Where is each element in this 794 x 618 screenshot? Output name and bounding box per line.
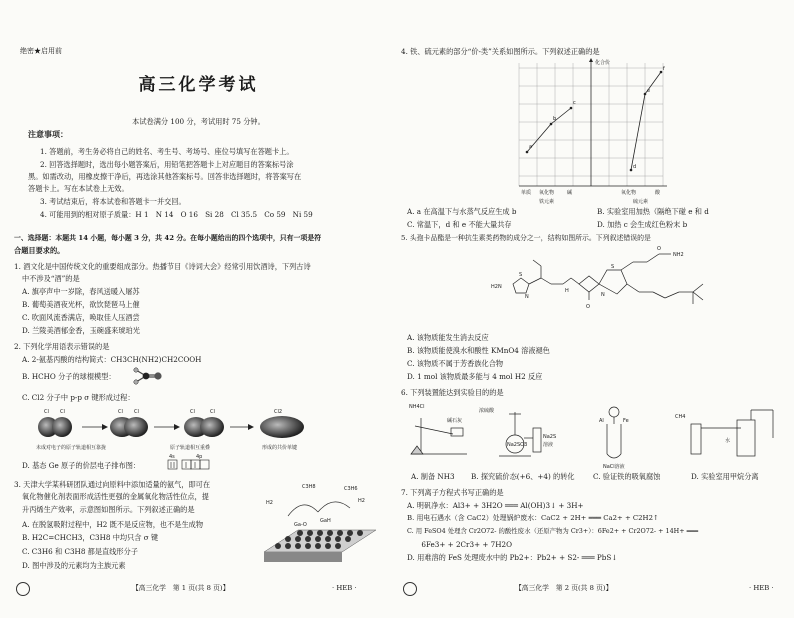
- notes-line: 4. 可能用到的相对原子质量：H 1 N 14 O 16 Si 28 Cl 35.5 Co 59 Ni 59: [40, 210, 313, 219]
- question-3-option-b: B. H2C=CHCH3，C3H8 中均只含 σ 键: [22, 533, 159, 542]
- question-4-option-d: D. 加热 c 会生成红色粉末 b: [597, 220, 688, 229]
- question-3-option-d: D. 图中涉及的元素均为主族元素: [22, 561, 126, 570]
- question-5-option-d: D. 1 mol 该物质最多能与 4 mol H2 反应: [407, 372, 543, 381]
- section-heading: 一、选择题：本题共 14 小题，每小题 3 分，共 42 分。在每小题给出的四个选项中，只有一项是符: [14, 234, 322, 242]
- secret-tag: 绝密★启用前: [20, 47, 62, 55]
- page-title: 高三化学考试: [138, 75, 259, 95]
- point-label: c: [573, 100, 576, 106]
- apparatus-figures: [407, 398, 787, 472]
- chart-category: 氧化物: [539, 190, 555, 196]
- question-7-option-a: A. 明矾净水：Al3+ + 3H2O ═══ Al(OH)3↓ + 3H+: [407, 501, 584, 510]
- page-footer: 【高三化学 第 1 页(共 8 页)】: [132, 584, 230, 592]
- question-4-option-c: C. 常温下，d 和 e 不能大量共存: [407, 220, 512, 229]
- sigma-label-atom: Cl: [190, 409, 195, 415]
- notes-line: 黑。如需改动，用橡皮擦干净后，再选涂其他答案标号。回答非选择题时，将答案写在: [28, 172, 302, 181]
- question-2-option-b: B. HCHO 分子的球棍模型：: [22, 372, 116, 381]
- question-7-option-c-cont: 6Fe3+ + 2Cr3+ + 7H2O: [407, 540, 512, 549]
- point-label: d: [633, 164, 637, 170]
- chart-category: 酸: [655, 190, 661, 196]
- question-5-option-b: B. 该物质能使溴水和酸性 KMnO4 溶液褪色: [407, 346, 550, 355]
- question-1-stem: 1. 酒文化是中国传统文化的重要组成部分。热播节目《诗词大会》经常引用饮酒诗，下列古诗: [14, 262, 311, 271]
- sigma-caption-3: 形成的共价单键: [262, 445, 298, 451]
- fig-label-c3h6: C3H6: [344, 486, 358, 492]
- point-label: e: [647, 88, 651, 94]
- notes-line: 3. 考试结束后，将本试卷和答题卡一并交回。: [40, 197, 186, 206]
- page-footer-code: · HEB ·: [332, 584, 357, 592]
- question-4-option-a: A. a 在高温下与水蒸气反应生成 b: [407, 207, 517, 216]
- question-1-stem: 中不涉及“酒”的是: [22, 274, 80, 283]
- page-footer-code: · HEB ·: [749, 584, 774, 592]
- chart-category: 碱: [567, 190, 573, 196]
- catalyst-surface-figure: [258, 482, 378, 566]
- ge-orbital-diagram: [166, 452, 226, 474]
- valence-class-chart: [509, 58, 709, 208]
- chart-category: 单质: [521, 190, 532, 196]
- question-2-option-a: A. 2-氨基丙酸的结构简式：CH3CH(NH2)CH2COOH: [22, 355, 202, 364]
- sigma-label-atom: Cl: [134, 409, 139, 415]
- apparatus-caption-b: B. 探究硫价态(+6、+4) 的转化: [471, 472, 575, 481]
- apparatus-label: Na2SO3: [507, 442, 528, 448]
- question-3-stem: 升丙烯生产效率，示意图如图所示。下列叙述正确的是: [22, 505, 195, 514]
- struct-label: N: [601, 292, 605, 298]
- question-2-stem: 2. 下列化学用语表示错误的是: [14, 342, 110, 351]
- cefcapene-structure: [489, 244, 729, 324]
- apparatus-label: 碱石灰: [447, 418, 463, 424]
- question-5-stem: 5. 头孢卡品酯是一种抗生素类药物的成分之一，结构如图所示。下列叙述错误的是: [401, 234, 651, 242]
- apparatus-label: 浓硫酸: [479, 408, 495, 414]
- sigma-caption-2: 原子轨道相互重叠: [170, 445, 211, 451]
- question-5-option-a: A. 该物质能发生消去反应: [407, 333, 489, 342]
- point-label: f: [663, 66, 665, 72]
- notes-line: 2. 回答选择题时，选出每小题答案后，用铅笔把答题卡上对应题目的答案标号涂: [40, 160, 294, 169]
- notes-heading: 注意事项：: [28, 130, 68, 139]
- sigma-caption-1: 未成对电子的原子轨道相互靠拢: [36, 445, 107, 451]
- fig-label-c3h8: C3H8: [302, 484, 316, 490]
- exam-page-2: [397, 0, 794, 618]
- question-3-option-a: A. 在脱氢吸附过程中，H2 既不是反应物，也不是生成物: [22, 520, 204, 529]
- apparatus-label: NaCl溶液: [603, 464, 625, 470]
- apparatus-label: Fe: [623, 418, 629, 424]
- orbital-label-4s: 4s: [169, 454, 175, 460]
- struct-label: H: [565, 288, 569, 294]
- struct-label: O: [586, 304, 590, 310]
- publisher-logo-icon: [403, 582, 417, 596]
- question-7-option-d: D. 用难溶的 FeS 处理废水中的 Pb2+：Pb2+ + S2- ═══ PbS↓: [407, 553, 618, 562]
- question-3-stem: 3. 天津大学某科研团队通过向原料中添加适量的氨气，即可在: [14, 480, 211, 489]
- section-heading: 合题目要求的。: [14, 246, 65, 255]
- struct-label: H2N: [491, 284, 502, 290]
- chart-group-label: 铁元素: [539, 199, 555, 205]
- hcho-ball-stick-model: [132, 366, 162, 386]
- page-footer: 【高三化学 第 2 页(共 8 页)】: [515, 584, 613, 592]
- notes-line: 1. 答题前，考生务必将自己的姓名、考生号、考场号、座位号填写在答题卡上。: [40, 147, 294, 156]
- orbital-label-4p: 4p: [196, 454, 203, 460]
- point-label: a: [529, 144, 533, 150]
- question-1-option-a: A. 旗亭声中一岁除，春风送暖入屠苏: [22, 287, 140, 296]
- apparatus-label: Na2S: [543, 434, 557, 440]
- publisher-logo-icon: [16, 582, 30, 596]
- question-1-option-b: B. 葡萄美酒夜光杯，欲饮琵琶马上催: [22, 300, 140, 309]
- apparatus-label: 水: [725, 438, 731, 444]
- apparatus-caption-a: A. 制备 NH3: [411, 472, 455, 481]
- fig-label-ga-o: Ga-O: [294, 522, 307, 528]
- question-6-stem: 6. 下列装置能达到实验目的的是: [401, 388, 504, 397]
- sigma-label-atom: Cl: [118, 409, 123, 415]
- struct-label: NH2: [673, 252, 684, 258]
- question-3-option-c: C. C3H6 和 C3H8 都是直线形分子: [22, 547, 138, 556]
- notes-line: 答题卡上。写在本试卷上无效。: [28, 184, 129, 193]
- struct-label: O: [657, 246, 661, 252]
- chart-axis-label: 化合价: [595, 60, 611, 66]
- question-3-stem: 氧化物催化剂表面形成活性更强的金属氧化物活性位点，提: [22, 492, 209, 501]
- question-4-stem: 4. 铁、硫元素的部分“价-类”关系如图所示。下列叙述正确的是: [401, 47, 600, 56]
- question-1-option-c: C. 吹面风流香满店，唤取佳人压酒尝: [22, 313, 140, 322]
- struct-label: S: [519, 272, 523, 278]
- sigma-label-atom: Cl: [210, 409, 215, 415]
- question-4-option-b: B. 实验室用加热（隔绝下碰 e 和 d: [597, 207, 709, 216]
- fig-label-h2: H2: [266, 500, 273, 506]
- sigma-label-molecule: Cl2: [274, 409, 283, 415]
- exam-subtitle: 本试卷满分 100 分，考试用时 75 分钟。: [132, 117, 265, 126]
- struct-label: S: [611, 264, 615, 270]
- fig-label-h2: H2: [358, 498, 365, 504]
- question-7-stem: 7. 下列离子方程式书写正确的是: [401, 488, 504, 497]
- question-7-option-c: C. 用 FeSO4 处理含 Cr2O72- 的酸性废水（还原产物为 Cr3+）：6Fe2+ + Cr2O72- + 14H+ ═══: [407, 527, 699, 535]
- apparatus-label: Al: [599, 418, 604, 424]
- apparatus-caption-d: D. 实验室用甲烷分离: [691, 472, 759, 481]
- apparatus-label: NH4Cl: [409, 404, 425, 410]
- point-label: b: [553, 116, 557, 122]
- fig-label-gah: GaH: [320, 518, 331, 524]
- chart-category: 氧化物: [621, 190, 637, 196]
- question-7-option-b: B. 用电石遇水（含 CaC2）处理锅炉废水：CaC2 + 2H+ ═══ Ca2+ + C2H2↑: [407, 514, 659, 522]
- apparatus-caption-c: C. 验证铁的吸氧腐蚀: [593, 472, 661, 481]
- question-1-option-d: D. 兰陵美酒郁金香，玉碗盛来琥珀光: [22, 326, 140, 335]
- apparatus-label: 溶液: [543, 442, 554, 448]
- struct-label: N: [525, 294, 529, 300]
- apparatus-label: CH4: [675, 414, 686, 420]
- chart-group-label: 硫元素: [633, 199, 649, 205]
- sigma-label-atom: Cl: [60, 409, 65, 415]
- question-2-option-d: D. 基态 Ge 原子的价层电子排布图：: [22, 461, 141, 470]
- question-2-option-c: C. Cl2 分子中 p-p σ 键形成过程：: [22, 393, 135, 402]
- sigma-label-atom: Cl: [44, 409, 49, 415]
- question-5-option-c: C. 该物质不属于芳香族化合物: [407, 359, 504, 368]
- sigma-bond-diagram: [30, 405, 340, 455]
